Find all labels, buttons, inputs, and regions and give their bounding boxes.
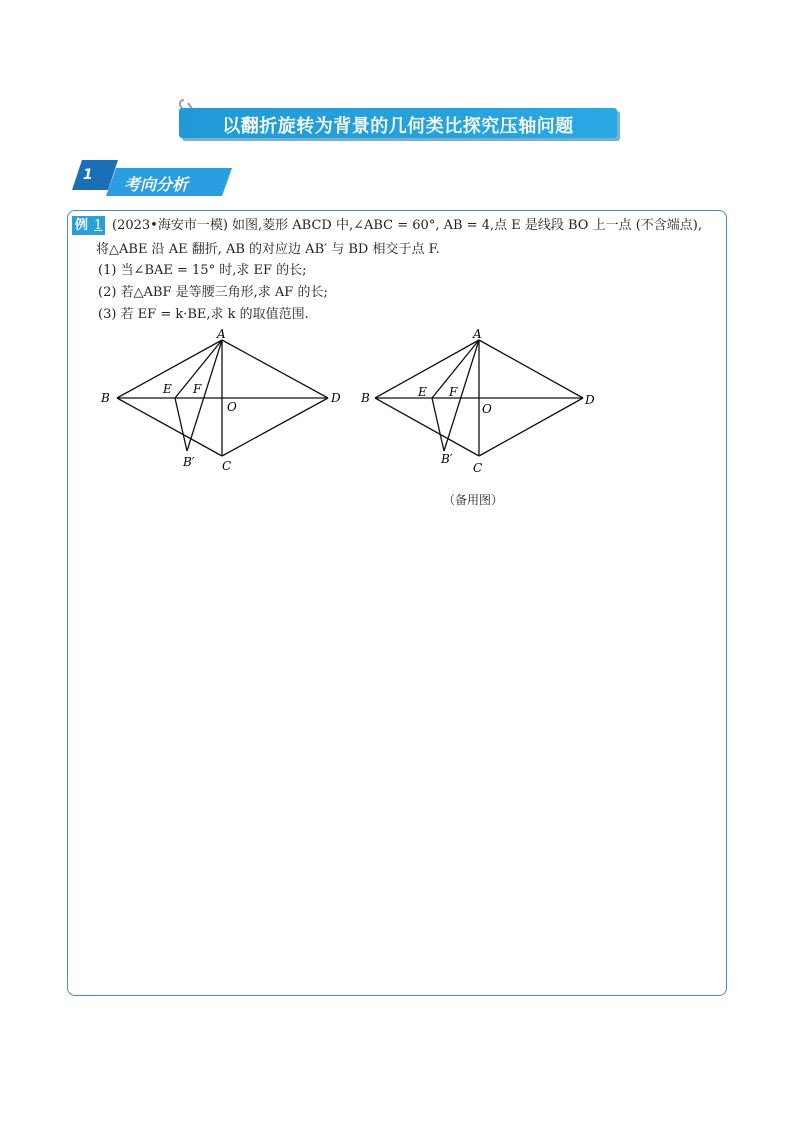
label-A: A [473, 327, 482, 341]
label-B-prime: B′ [183, 455, 195, 469]
label-D: D [585, 393, 595, 407]
title-banner [179, 108, 617, 138]
label-B: B [101, 391, 110, 405]
label-C: C [222, 459, 232, 473]
problem-line-1: (2023•海安市一模) 如图,菱形 ABCD 中,∠ABC = 60°, AB = 4,点 E 是线段 BO 上一点 (不含端点), [112, 218, 702, 233]
figure-backup [355, 325, 615, 485]
label-F: F [449, 385, 458, 399]
problem-line-2: 将△ABE 沿 AE 翻折, AB 的对应边 AB′ 与 BD 相交于点 F. [96, 242, 440, 257]
label-O: O [482, 402, 492, 416]
figure-caption: （备用图） [443, 493, 504, 507]
example-label [72, 216, 105, 235]
label-B-prime: B′ [441, 452, 453, 466]
section-number: 1 [83, 167, 93, 183]
example-number: 1 [91, 216, 105, 235]
label-D: D [331, 391, 341, 405]
section-title: 考向分析 [124, 175, 189, 194]
label-E: E [418, 385, 427, 399]
label-C: C [473, 461, 483, 475]
label-F: F [193, 382, 202, 396]
label-B: B [361, 391, 370, 405]
label-O: O [227, 400, 237, 414]
label-A: A [217, 327, 226, 341]
question-1: (1) 当∠BAE = 15° 时,求 EF 的长; [98, 263, 307, 278]
figure-main [95, 325, 355, 485]
example-tag: 例 [72, 216, 91, 235]
label-E: E [163, 382, 172, 396]
question-2: (2) 若△ABF 是等腰三角形,求 AF 的长; [98, 285, 328, 300]
page-title: 以翻折旋转为背景的几何类比探究压轴问题 [222, 116, 574, 137]
question-3: (3) 若 EF = k·BE,求 k 的取值范围. [98, 307, 309, 322]
